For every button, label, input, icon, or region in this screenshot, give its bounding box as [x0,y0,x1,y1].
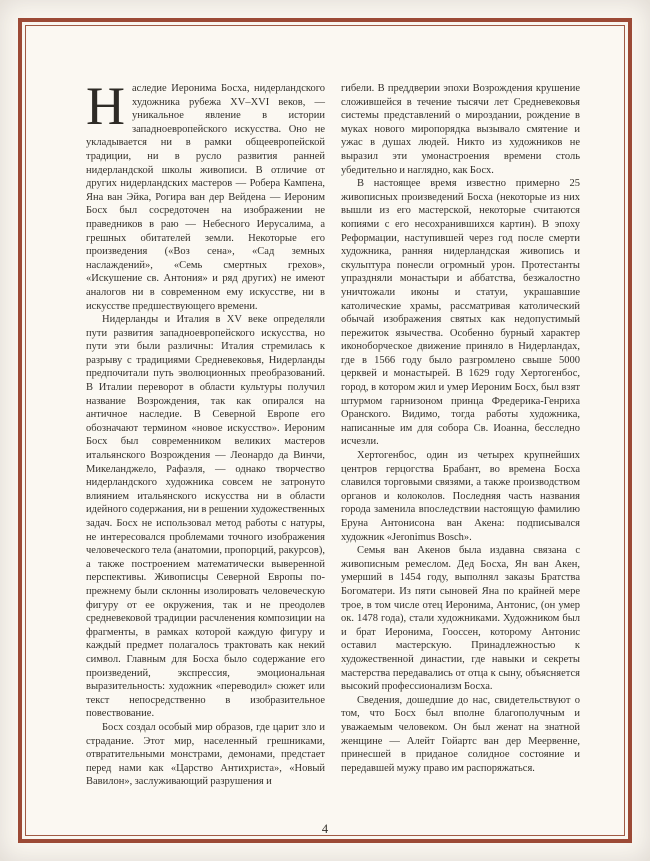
paragraph-lead [86,82,325,313]
right-column [341,82,580,819]
left-column [86,82,325,819]
paragraph: Хертогенбос, один из четырех крупнейших центров герцогства Брабант, во времена Босха славился торговыми связями, а также производством органов и колоколов. Последняя часть названия города заменила впоследствии настоящую фамилию Еруна Антонисона ван Акена: подписывался художник «Jeronimus Bosch». [341,450,580,543]
paragraph-continuation: гибели. В преддверии эпохи Возрождения крушение сложившейся в течение тысячи лет Средневековья системы представлений о мироздании, рождение в муках нового миропорядка вызывало смятение и ужас в душах людей. Никто из художников не выразил эти умонастроения времени столь убедительно и наглядно, как Босх. [341,83,580,176]
paragraph: В настоящее время известно примерно 25 живописных произведений Босха (некоторые из них вышли из его мастерской, некоторые считаются копиями с его несохранившихся картин). В эпоху Реформации, наступившей через год после смерти художника, ранняя нидерландская живопись и скульптура понесли огромный урон. Протестанты упраздняли монастыри и аббатства, безжалостно уничтожали иконы и статуи, украшавшие католические храмы, рассматривая католический обычай изображения святых как недопустимый пережиток язычества. Особенно бурный характер иконоборческое движение приняло в Нидерландах, где в 1566 году было разгромлено свыше 5000 церквей и монастырей. В 1629 году Хертогенбос, город, в котором жил и умер Иероним Босх, был взят штурмом гарнизоном принца Фредерика-Генриха Оранского. Видимо, тогда работы художника, написанные им для собора Св. Иоанна, бесследно исчезли. [341,178,580,448]
paragraph: Сведения, дошедшие до нас, свидетельствуют о том, что Босх был вполне благополучным и уважаемым человеком. Он был женат на знатной женщине — Алейт Гойартс ван дер Меервенне, принесшей в приданое солидное состояние и передавшей мужу право им распоряжаться. [341,694,580,774]
drop-cap: Н [86,82,125,136]
paragraph-text: аследие Иеронима Босха, нидерландского художника рубежа XV–XVI веков, — уникальное явление в истории западноевропейского искусства. Оно не укладывается ни в рамки общеевропейской традиции, ни в русло развития ранней нидерландской школы живописи. В отличие от других нидерландских мастеров — Робера Кампена, Яна ван Эйка, Рогира ван дер Вейдена — Иероним Босх был сосредоточен на изображении не праведников в раю — Небесного Иерусалима, а грешных обитателей земли. Некоторые его произведения («Воз сена», «Сад земных наслаждений», «Семь смертных грехов», «Искушение св. Антония» и ряд других) не имеют аналогов ни в современном ему искусстве, ни в искусстве предшествующего времени. [86,83,325,312]
paragraph: Нидерланды и Италия в XV веке определяли пути развития западноевропейского искусства, но пути эти были различны: Италия стремилась к разрыву с традициями Средневековья, Нидерланды предпочитали путь эволюционных преобразований. В Италии переворот в области культуры получил название Возрождения, так как опирался на античное наследие. В Северной Европе его обозначают термином «новое искусство». Иероним Босх был современником великих мастеров итальянского Возрождения — Леонардо да Винчи, Микеланджело, Рафаэля, — однако творчество нидерландского художника совсем не затронуто влиянием итальянского искусства ни в области идейного содержания, ни в решении художественных задач. Босх не использовал метод работы с натуры, не интересовался проблемами точного изображения человеческого тела (анатомии, пропорций, ракурсов), а также построением математически выверенной перспективы. Живописцы Северной Европы по-прежнему были склонны изолировать человеческую фигуру от ее окружения, так и не преодолев средневековой традиции расчленения композиции на фрагменты, в рамках которой каждую фигуру и каждый предмет полагалось трактовать как некий символ. Главным для Босха было содержание его произведений, экспрессия, эмоциональная выразительность: художник «переводил» сюжет или текст непосредственно в изобразительное повествование. [86,314,325,720]
page-number: 4 [321,822,329,836]
page-content [86,82,580,819]
paragraph: Семья ван Акенов была издавна связана с живописным ремеслом. Дед Босха, Ян ван Акен, умерший в 1454 году, выполнял заказы Братства Богоматери. Из пяти сыновей Яна по крайней мере трое, в том числе отец Иеронима, Антонис, (он умер ок. 1478 года), стали художниками. Художником был и брат Иеронима, Гооссен, которому Антонис оставил мастерскую. Принадлежностью к художественной династии, где навыки и секреты мастерства передавались от отца к сыну, объясняется высокий профессионализм Босха. [341,545,580,693]
paragraph: Босх создал особый мир образов, где царит зло и страдание. Этот мир, населенный грешниками, отвратительными монстрами, демонами, предстает перед нами как «Царство Антихриста», «Новый Вавилон», заслуживающий разрушения и [86,721,325,788]
